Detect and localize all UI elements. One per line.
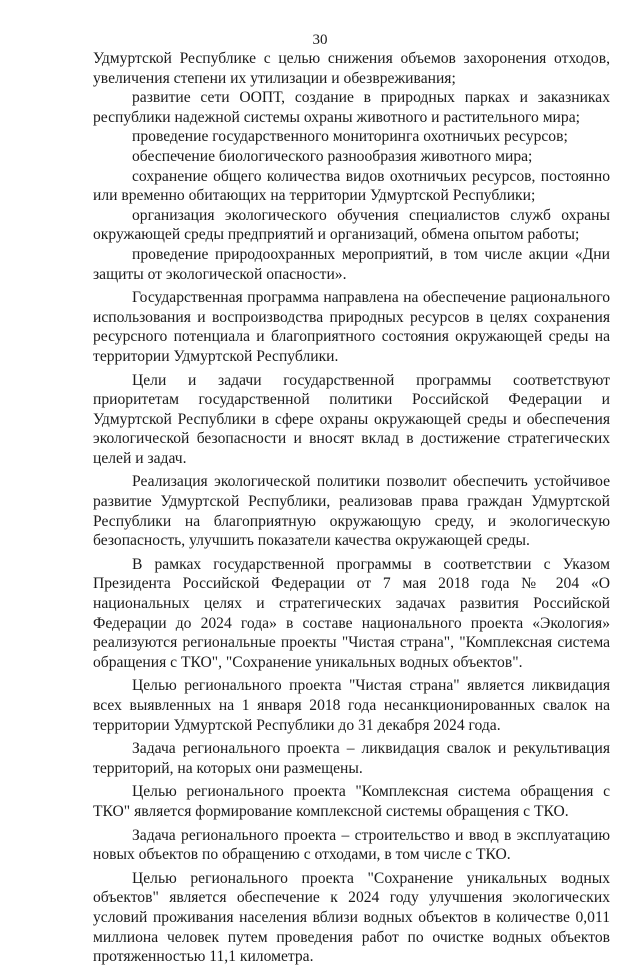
paragraph-clean-country-task: Задача регионального проекта – ликвидация свалок и рекультивация территорий, на которых они размещены.: [93, 740, 610, 777]
paragraph-waste-system-task: Задача регионального проекта – строительство и ввод в эксплуатацию новых объектов по обращению с отходами, в том числе с ТКО.: [93, 826, 610, 864]
list-item-biodiversity: обеспечение биологического разнообразия животного мира;: [132, 147, 533, 165]
list-item-ecological-training: организация экологического обучения специалистов служб охраны окружающей среды предприятий и организаций, обмена опытом работы;: [93, 206, 610, 244]
list-item-oopt-network: развитие сети ООПТ, создание в природных парках и заказниках республики надежной системы охраны животного и растительного мира;: [93, 89, 610, 126]
paragraph-program-goal: Государственная программа направлена на обеспечение рационального использования и воспроизводства природных ресурсов в целях сохранения ресурсного потенциала и благоприятного состояния окружающей среды на территории Удмуртской Республики.: [93, 289, 610, 365]
paragraph-priorities: Цели и задачи государственной программы соответствуют приоритетам государственной политики Российской Федерации и Удмуртской Республики в сфере охраны окружающей среды и обеспечения экологической безопасности и вносят вклад в достижение стратегических целей и задач.: [93, 371, 610, 467]
paragraph-clean-country-goal: Целью регионального проекта "Чистая страна" является ликвидация всех выявленных на 1 января 2018 года несанкционированных свалок на территории Удмуртской Республики до 31 декабря 2024 года.: [93, 677, 610, 734]
paragraph-national-projects: В рамках государственной программы в соответствии с Указом Президента Российской Федерации от 7 мая 2018 года № 204 «О национальных целях и стратегических задачах развития Российской Федерации до 2024 года» в составе национального проекта «Экология» реализуются региональные проекты "Чистая страна", "Комплексная система обращения с ТКО", "Сохранение уникальных водных объектов".: [93, 555, 610, 671]
paragraph-waste-system-goal: Целью регионального проекта "Комплексная система обращения с ТКО" является формирование комплексной системы обращения с ТКО.: [93, 783, 610, 820]
page-number: 30: [312, 32, 328, 48]
paragraph-ecological-policy: Реализация экологической политики позволит обеспечить устойчивое развитие Удмуртской Республики, реализовав права граждан Удмуртской Республики на благоприятную окружающую среду, и экологическую безопасность, улучшить показатели качества окружающей среды.: [93, 473, 610, 550]
document-body: [93, 49, 610, 967]
paragraph-continuation: Удмуртской Республике с целью снижения объемов захоронения отходов, увеличения степени их утилизации и обезвреживания;: [93, 50, 610, 87]
paragraph-water-objects-goal: Целью регионального проекта "Сохранение уникальных водных объектов" является обеспечение к 2024 году улучшения экологических условий проживания населения вблизи водных объектов в количестве 0,011 миллиона человек путем проведения работ по очистке водных объектов протяженностью 11,1 километра.: [93, 869, 610, 966]
list-item-hunting-species: сохранение общего количества видов охотничьих ресурсов, постоянно или временно обитающих на территории Удмуртской Республики;: [93, 167, 610, 205]
list-item-hunting-monitoring: проведение государственного мониторинга охотничьих ресурсов;: [132, 128, 568, 146]
list-item-environmental-events: проведение природоохранных мероприятий, в том числе акции «Дни защиты от экологической опасности».: [93, 245, 610, 283]
